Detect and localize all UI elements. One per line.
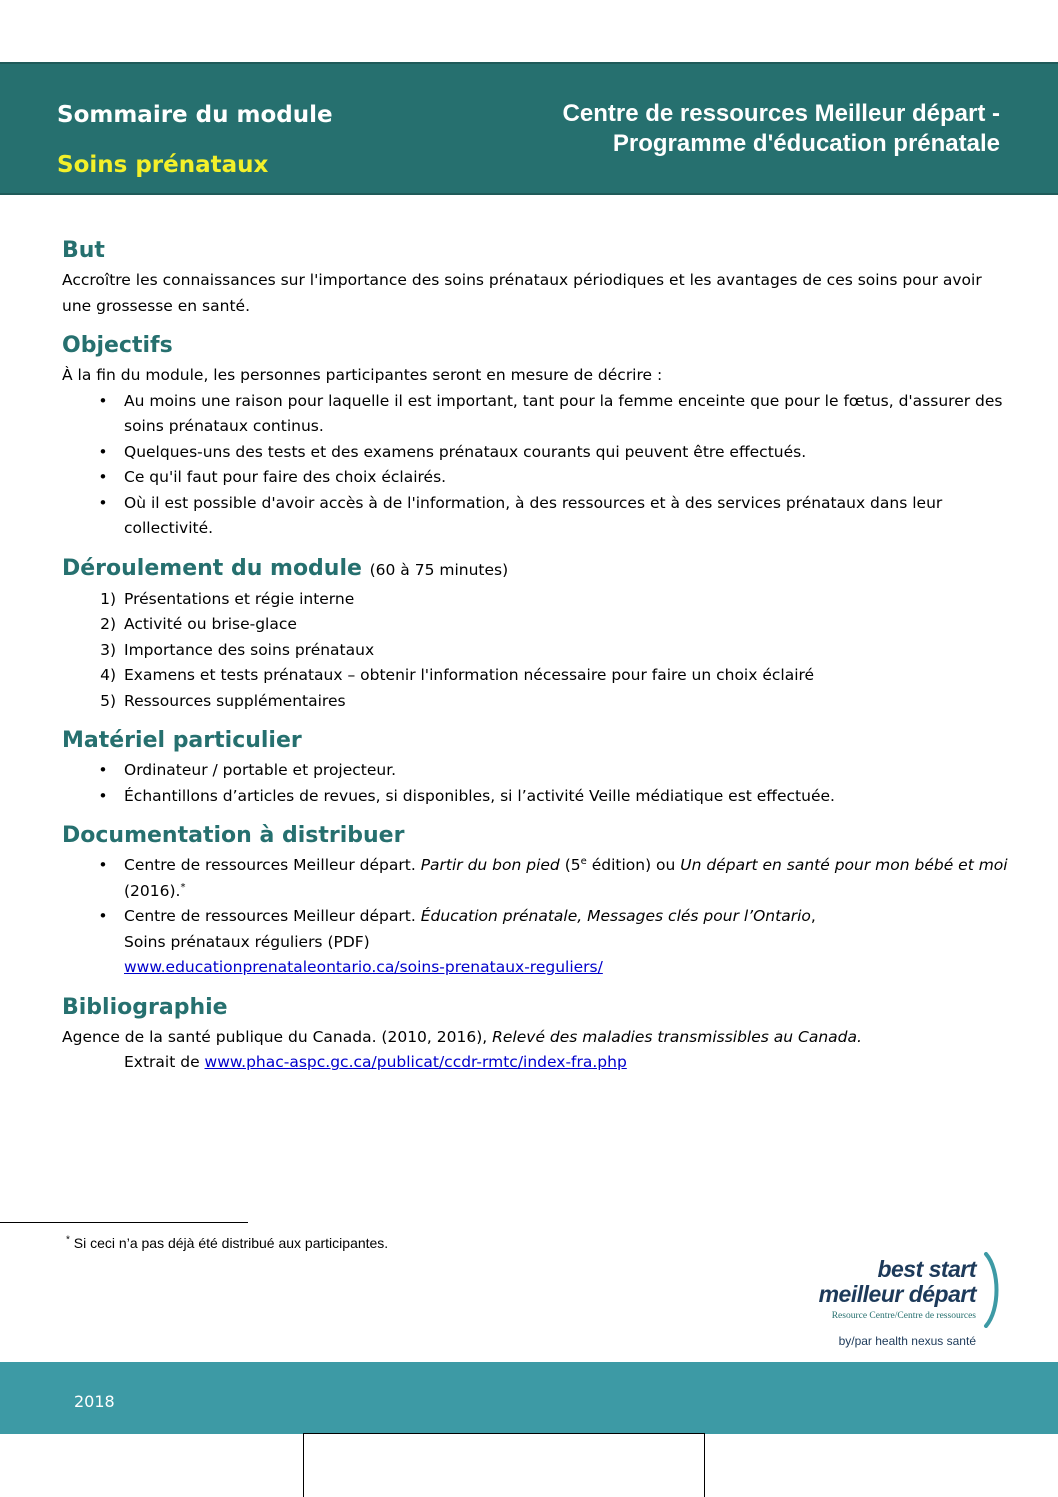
logo-line2: meilleur départ [818, 1281, 976, 1307]
list-item: • Ordinateur / portable et projecteur. [62, 758, 1012, 784]
section-deroulement [62, 552, 1012, 715]
bullet-icon: • [98, 856, 108, 874]
bibliographie-entry: Agence de la santé publique du Canada. (2010, 2016), Relevé des maladies transmissibles au Canada. [62, 1027, 862, 1046]
list-item: 1) Présentations et régie interne [100, 589, 355, 608]
but-heading: But [62, 238, 105, 263]
module-header [0, 62, 1058, 195]
section-materiel [62, 724, 1012, 809]
list-item: 4) Examens et tests prénataux – obtenir l'information nécessaire pour faire un choix éclairé [100, 666, 815, 684]
logo-arc-icon [982, 1252, 1004, 1328]
logo-line3: Resource Centre/Centre de ressources [831, 1311, 976, 1321]
module-name: Soins prénataux [57, 152, 269, 178]
bullet-icon: • [98, 907, 108, 925]
logo-line4: by/par health nexus santé [838, 1334, 976, 1348]
footnote: * Si ceci n’a pas déjà été distribué aux participantes. [66, 1234, 389, 1251]
section-objectifs [62, 329, 1012, 542]
objectifs-list [62, 389, 1012, 542]
bib-link[interactable]: www.phac-aspc.gc.ca/publicat/ccdr-rmtc/index-fra.php [204, 1053, 627, 1071]
doc-title: Un départ en santé pour mon bébé et moi [680, 856, 1008, 874]
bibliographie-extrait: Extrait de www.phac-aspc.gc.ca/publicat/ccdr-rmtc/index-fra.php [124, 1053, 627, 1071]
logo-line1: best start [877, 1256, 976, 1282]
org-title-line2: Programme d'éducation prénatale [612, 130, 1000, 157]
materiel-heading: Matériel particulier [62, 728, 302, 753]
footer-band [0, 1362, 1058, 1434]
bullet-icon: • [98, 442, 108, 461]
documentation-list [62, 853, 1012, 981]
bullet-icon: • [98, 786, 108, 805]
doc-title: Partir du bon pied [420, 856, 560, 874]
documentation-heading: Documentation à distribuer [62, 823, 405, 848]
list-item: • Échantillons d’articles de revues, si disponibles, si l’activité Veille médiatique est effectuée. [62, 784, 1012, 810]
list-item: • Centre de ressources Meilleur départ. Éducation prénatale, Messages clés pour l’Ontario, Soins prénataux réguliers (PDF) www.educationprenataleontario.ca/soins-prenataux-reguliers/ [62, 904, 1012, 981]
org-title-line1: Centre de ressources Meilleur départ - [562, 100, 1000, 127]
document-body [62, 234, 1012, 1086]
doc-link[interactable]: www.educationprenataleontario.ca/soins-prenataux-reguliers/ [124, 958, 603, 976]
org-title [563, 99, 1000, 159]
section-bibliographie [62, 991, 1012, 1076]
section-documentation [62, 819, 1012, 981]
doc-title: Éducation prénatale, Messages clés pour l’Ontario [420, 907, 811, 925]
but-text: Accroître les connaissances sur l'importance des soins prénataux périodiques et les avantages de ces soins pour avoir une grossesse en santé. [62, 271, 982, 315]
section-but [62, 234, 1012, 319]
list-item: • Centre de ressources Meilleur départ. Partir du bon pied (5e édition) ou Un départ en santé pour mon bébé et moi (2016).* [62, 853, 1012, 904]
list-item: • Ce qu'il faut pour faire des choix éclairés. [62, 465, 1012, 491]
list-item: • Où il est possible d'avoir accès à de l'information, à des ressources et à des services prénataux dans leur collectivité. [62, 491, 1012, 542]
list-item: 3) Importance des soins prénataux [100, 640, 375, 659]
duration-text: (60 à 75 minutes) [369, 560, 509, 579]
list-item: 5) Ressources supplémentaires [100, 691, 346, 710]
objectifs-heading: Objectifs [62, 333, 173, 358]
bullet-icon: • [98, 493, 108, 512]
list-item: • Au moins une raison pour laquelle il est important, tant pour la femme enceinte que pour le fœtus, d'assurer des soins prénataux continus. [62, 389, 1012, 440]
summary-label: Sommaire du module [57, 102, 333, 128]
deroulement-list [62, 587, 1012, 715]
footnote-mark: * [180, 881, 186, 893]
bib-title: Relevé des maladies transmissibles au Canada. [492, 1027, 862, 1046]
deroulement-heading: Déroulement du module (60 à 75 minutes) [62, 555, 509, 581]
bullet-icon: • [98, 391, 108, 410]
objectifs-intro: À la fin du module, les personnes participantes seront en mesure de décrire : [62, 366, 663, 384]
bibliographie-heading: Bibliographie [62, 994, 228, 1020]
footnote-rule [0, 1222, 248, 1223]
list-item: 2) Activité ou brise-glace [100, 615, 297, 633]
list-item: • Quelques-uns des tests et des examens prénataux courants qui peuvent être effectués. [62, 440, 1012, 466]
best-start-logo [800, 1250, 1010, 1360]
bullet-icon: • [98, 761, 108, 779]
bullet-icon: • [98, 468, 108, 486]
footer-year: 2018 [74, 1392, 115, 1411]
materiel-list [62, 758, 1012, 809]
bottom-frame [303, 1433, 705, 1497]
